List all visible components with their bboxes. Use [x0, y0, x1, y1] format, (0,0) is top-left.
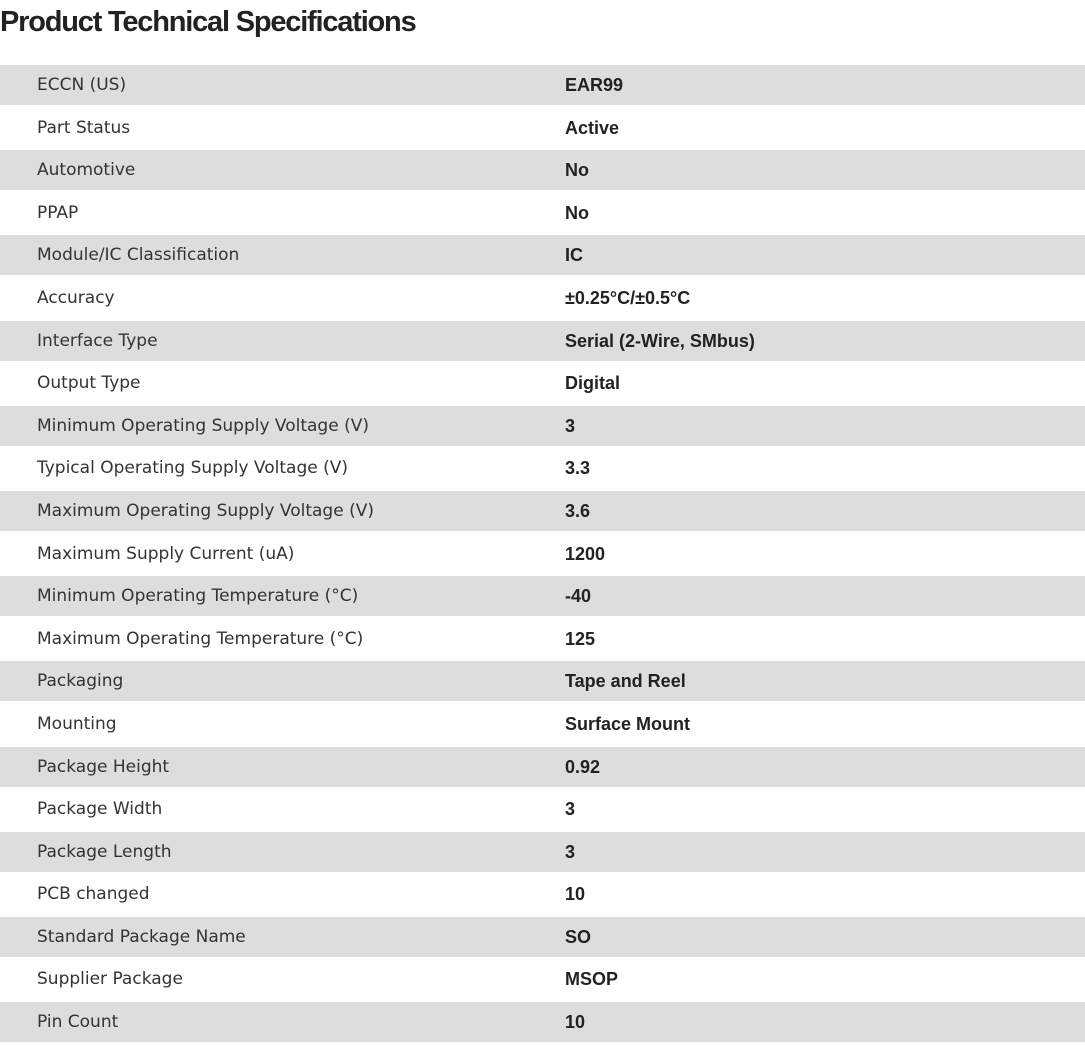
spec-value: IC	[565, 245, 583, 266]
spec-value: Digital	[565, 373, 621, 394]
spec-label: Package Height	[37, 756, 170, 777]
spec-value: EAR99	[565, 75, 624, 95]
spec-row	[0, 235, 1085, 278]
spec-row	[0, 278, 1085, 321]
spec-value: 10	[565, 1012, 586, 1033]
spec-value: 3	[565, 415, 576, 436]
spec-label: Maximum Operating Temperature (°C)	[37, 628, 364, 649]
spec-row	[0, 448, 1085, 491]
spec-value: 3	[565, 841, 576, 862]
spec-row	[0, 534, 1085, 577]
spec-label: PCB changed	[37, 884, 150, 905]
spec-value: MSOP	[565, 969, 619, 990]
spec-value: 3	[565, 799, 576, 820]
spec-label: Output Type	[37, 373, 141, 394]
spec-row	[0, 874, 1085, 917]
spec-row	[0, 959, 1085, 1002]
spec-value: 3.6	[565, 500, 591, 521]
spec-label: Minimum Operating Temperature (°C)	[37, 586, 359, 607]
spec-label: Package Length	[37, 841, 172, 862]
spec-row	[0, 65, 1085, 108]
spec-label: Packaging	[37, 671, 124, 692]
spec-label: Mounting	[37, 713, 117, 734]
spec-label: PPAP	[37, 202, 79, 223]
spec-row	[0, 1002, 1085, 1045]
spec-row	[0, 747, 1085, 790]
spec-value: 3.3	[565, 458, 591, 479]
spec-value: 10	[565, 884, 586, 905]
spec-row	[0, 917, 1085, 960]
spec-row	[0, 108, 1085, 151]
spec-value: ±0.25°C/±0.5°C	[565, 287, 691, 308]
spec-label: Package Width	[37, 799, 163, 820]
spec-value: Serial (2-Wire, SMbus)	[565, 330, 755, 351]
spec-row	[0, 193, 1085, 236]
spec-row	[0, 661, 1085, 704]
spec-value: 125	[565, 628, 596, 649]
spec-row	[0, 491, 1085, 534]
spec-row	[0, 704, 1085, 747]
spec-label: Standard Package Name	[37, 926, 246, 947]
spec-label: Maximum Operating Supply Voltage (V)	[37, 500, 374, 521]
spec-row	[0, 789, 1085, 832]
spec-value: -40	[565, 586, 592, 607]
spec-row	[0, 321, 1085, 364]
spec-row	[0, 619, 1085, 662]
spec-label: Maximum Supply Current (uA)	[37, 543, 295, 564]
spec-value: SO	[565, 926, 592, 947]
spec-value: No	[565, 160, 589, 181]
spec-label: Part Status	[37, 117, 131, 138]
spec-label: Module/IC Classification	[37, 245, 240, 266]
spec-row	[0, 363, 1085, 406]
spec-label: Minimum Operating Supply Voltage (V)	[37, 415, 369, 436]
spec-value: Active	[565, 117, 620, 138]
spec-label: Pin Count	[37, 1012, 119, 1033]
spec-value: Tape and Reel	[565, 671, 686, 692]
spec-value: 1200	[565, 543, 606, 564]
spec-row	[0, 406, 1085, 449]
spec-label: Typical Operating Supply Voltage (V)	[37, 458, 348, 479]
spec-row	[0, 832, 1085, 875]
spec-value: No	[565, 202, 589, 223]
spec-label: Supplier Package	[37, 969, 183, 990]
spec-value: Surface Mount	[565, 713, 691, 734]
page-title: Product Technical Specifications	[0, 6, 416, 38]
spec-row	[0, 576, 1085, 619]
spec-label: Interface Type	[37, 330, 158, 351]
spec-value: 0.92	[565, 756, 601, 777]
spec-label: Automotive	[37, 160, 136, 181]
spec-label: Accuracy	[37, 287, 115, 308]
spec-table	[0, 65, 1085, 1045]
spec-label: ECCN (US)	[37, 75, 127, 95]
spec-row	[0, 150, 1085, 193]
